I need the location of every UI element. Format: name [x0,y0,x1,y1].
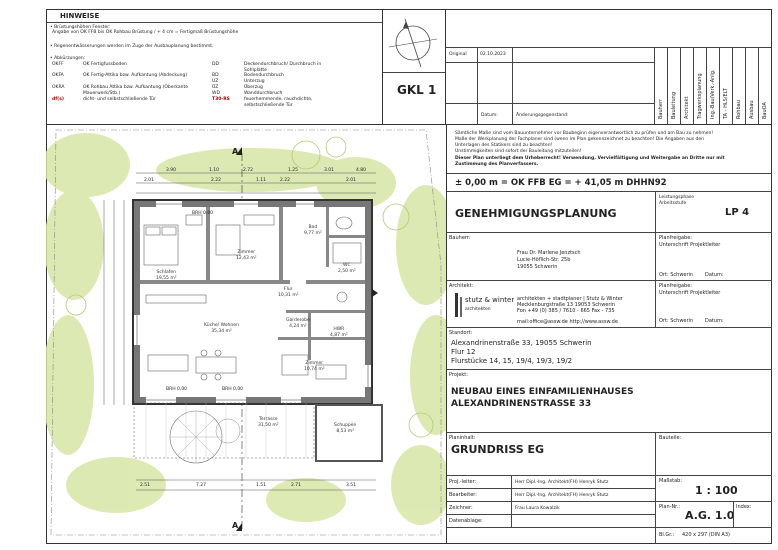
notice-line: Unterlagen des Statikers sind zu beachten! [455,143,553,148]
hints-title: HINWEISE [60,12,100,20]
format-label: Bl.Gr.: [659,532,675,538]
dim-top2: 1.11 [256,178,267,183]
title-block [446,125,772,544]
revision-column-label: Architekt [684,96,690,119]
room-label: Zimmer 12,43 m² [236,250,257,261]
revision-column-label: Rohbau [736,100,742,119]
dim-bottom: 2.71 [291,483,302,488]
projekt-line1: NEUBAU EINES EINFAMILIENHAUSES [451,387,634,397]
abbr-text: OK Fertigfussboden [83,62,127,67]
plan-label: Planinhalt: [449,435,476,441]
person-label: Zeichner: [449,505,473,511]
abbr-code: BD [212,73,219,78]
hint-line: • Regenentwässerungen werden im Zuge der Ausbauplanung bestimmt. [50,44,214,49]
release-sub: Unterschrift Projektleiter [659,290,721,296]
person-label: Bearbeiter: [449,492,477,498]
room-label: Zimmer 10,74 m² [304,361,325,372]
standort-label: Standort: [449,330,473,336]
abbr-text: OK Fertig-Attika bzw. Aufkantung (Abdeckung) [83,73,188,78]
brh-label: BRH 0,00 [222,387,244,392]
room-label: WC 2,50 m² [338,263,356,274]
abbr-code: OKFF [52,62,64,67]
datum-label: Datum: [705,318,724,324]
notice-bold: Zustimmung des Planverfassers. [455,162,539,167]
hint-line: Angabe von OK FFB bis OK Rohbau Brüstung / + 4 cm = Fertigmaß Brüstungshöhe [52,30,239,35]
architekt-line: Mecklenburgstraße 13 19053 Schwerin [517,302,615,308]
planno-label: Plan-Nr.: [659,504,681,510]
section-mark-top: A [232,147,239,156]
phase-value: LP 4 [725,207,750,218]
abbr-code: T30-RS [212,97,230,102]
standort-line: Flur 12 [451,348,476,356]
person-value: Herr Dipl.-Ing. Architekt(FH) Henryk Stutz [515,493,609,498]
bauherr-line: Frau Dr. Marlene Jenztsch [517,250,581,256]
bauteil-label: Bauteile: [659,435,682,441]
release-sub: Unterschrift Projektleiter [659,242,721,248]
architekt-label: Architekt: [449,283,474,289]
dim-top2: 2.22 [211,178,222,183]
north-arrow-icon [383,13,445,73]
projekt-label: Projekt: [449,372,468,378]
scale-value: 1 : 100 [695,484,738,497]
original-label: Original [449,52,467,57]
sheet-id: GKL 1 [397,83,437,97]
room-label: Schuppen 8,53 m² [334,423,357,434]
architect-logo [455,293,515,319]
floor-plan [46,125,446,544]
ort-label: Ort: Schwerin [659,318,694,324]
standort-line: Flurstücke 14, 15, 19/4, 19/3, 19/2 [451,357,573,365]
abbr-text: Deckendurchbruch/ Durchbruch in Sohlplatte [244,62,322,73]
release-label: Planfreigabe: [659,283,692,289]
ort-label: Ort: Schwerin [659,272,694,278]
scale-label: Maßstab: [659,478,683,484]
original-date: 02.10.2023 [480,52,506,57]
abbr-code: UZ [212,79,219,84]
architekt-line: mail:office@assw.de http://www.assw.de [517,319,618,325]
floor-plan-drawing [46,125,446,544]
revision-block [446,9,772,125]
abbr-text: Unterzug [244,79,265,84]
revision-column-label: Tragwerksplanung [697,73,703,119]
abbr-text: feuerhemmende, rauchdichte, selbstschließende Tür [244,97,313,108]
release-label: Planfreigabe: [659,235,692,241]
bauherr-line: 19055 Schwerin [517,264,558,270]
bauherr-line: Lucie-Höflich-Str. 25b [517,257,571,263]
bauherr-label: Bauherr: [449,235,471,241]
dim-top: 4.80 [356,168,367,173]
abbr-text: Überzug [244,85,263,90]
room-label: Bad 9,77 m² [304,225,322,236]
revision-column-label: Ing.-Bau/Verk.-Anlg. [710,69,716,119]
projekt-line2: ALEXANDRINENSTRASSE 33 [451,399,592,409]
hint-line: • Brüstungshöhen Fenster: [50,25,111,30]
level-reference: ± 0,00 m = OK FFB EG = + 41,05 m DHHN92 [455,178,667,188]
room-label: Garderobe 4,24 m² [286,318,310,329]
north-sheet-box [383,9,446,125]
dim-top2: 2.01 [144,178,155,183]
architekt-line: Fon +49 (0) 385 / 7610 - 665 Fax - 735 [517,308,615,314]
standort-line: Alexandrinenstraße 33, 19055 Schwerin [451,339,592,347]
dim-top2: 2.22 [280,178,291,183]
person-value: Frau Laura Kowalzik [515,506,560,511]
abbr-text: OK Rohbau Attika bzw. Aufkantung (Oberkante Mauerwerk/Stb.) [83,85,189,96]
revision-column-label: Bauleitung [671,92,677,119]
notice-line: Maße der Werkplanung der Fachplaner sind (wenn im Plan gekennzeichnet zu beachten! Die Angaben aus den [455,137,705,142]
hint-line: • Abkürzungen: [50,56,86,61]
plan-title: GRUNDRISS EG [451,443,545,456]
brh-label: BRH 0,00 [192,211,214,216]
room-label: Terrasse 31,50 m² [258,417,279,428]
change-label: Änderungsgegenstand: [516,113,569,118]
room-label: Flur 10,31 m² [278,287,299,298]
room-label: HWR 4,87 m² [330,327,348,338]
notice-line: Unstimmigkeiten sind sofort der Bauleitung mitzuteilen! [455,149,582,154]
abbr-code: OKRA [52,85,65,90]
dim-top: 3.01 [324,168,335,173]
format-value: 420 x 297 (DIN A3) [682,532,730,538]
section-mark-bottom: A [232,521,239,530]
dim-top2: 2.01 [346,178,357,183]
hints-box [46,9,383,125]
abbr-text: Wanddurchbruch [244,91,283,96]
revision-column-label: Bauherr [658,99,664,119]
person-label: Datenablage: [449,518,483,524]
revision-column-label: Ausbau [749,100,755,119]
dim-top: 1.25 [288,168,299,173]
notice-line: Sämtliche Maße sind vom Bauunternehmer vor Baubeginn eigenverantwortlich zu prüfen und am Bau zu nehmen! [455,131,714,136]
index-label: Index: [736,504,752,510]
dim-top: 2.72 [243,168,254,173]
revision-column-label: TA - HLS/ELT [723,88,729,119]
abbr-code: WD [212,91,220,96]
person-label: Proj.-leiter: [449,479,477,485]
phase-label: Leistungsphase Arbeitsstufe [659,195,695,206]
logo-text: stutz & winter [465,296,515,304]
room-label: Schlafen 19,55 m² [156,270,177,281]
person-value: Herr Dipl.-Ing. Architekt(FH) Henryk Stutz [515,480,609,485]
dim-bottom: 2.51 [140,483,151,488]
notice-bold: Dieser Plan unterliegt dem Urheberrecht! Verwendung, Vervielfältigung und Weitergabe an Dritte nur mit [455,156,725,161]
planno-value: A.G. 1.0 [685,509,735,522]
abbr-code: OKFA [52,73,64,78]
abbr-code: df(s) [52,97,64,102]
datum-label: Datum: [705,272,724,278]
dim-top: 3.90 [166,168,177,173]
abbr-code: ÜZ [212,85,219,90]
abbr-code: DD [212,62,219,67]
brh-label: BRH 0,00 [166,387,188,392]
dim-bottom: 1.51 [256,483,267,488]
dim-bottom: 7.27 [196,483,207,488]
room-label: Küche/ Wohnen 35,34 m² [204,323,239,334]
abbr-text: Bodendurchbruch [244,73,284,78]
revision-column-label: BauOA [762,102,768,119]
architekt-line: architekten + stadtplaner | Stutz & Winter [517,296,623,302]
phase-title: GENEHMIGUNGSPLANUNG [455,207,617,220]
dim-bottom: 3.51 [346,483,357,488]
logo-sub: architekten [465,307,491,312]
date-label: Datum: [481,113,498,118]
abbr-text: dicht- und selbstschließende Tür [83,97,156,102]
dim-top: 1.10 [209,168,220,173]
